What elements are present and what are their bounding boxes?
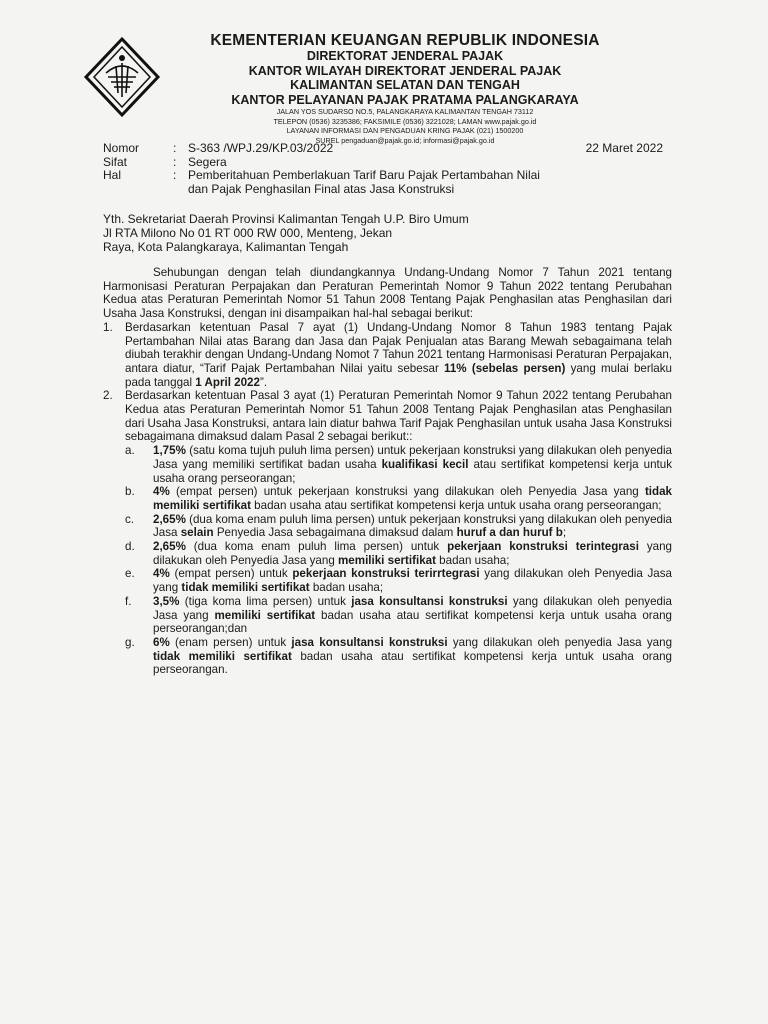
sub-point-e: e. 4% (empat persen) untuk pekerjaan konstruksi terirrtegrasi yang dilakukan oleh Penyedia Jasa yang tidak memiliki sertifikat badan usaha; xyxy=(125,567,673,595)
point-1: 1. Berdasarkan ketentuan Pasal 7 ayat (1) Undang-Undang Nomor 8 Tahun 1983 tentang Pajak Pertambahan Nilai atas Barang dan Jasa dan Pajak Penjualan atas Barang Mewah sebagaimana telah diubah terakhir dengan Undang-Undang Nomot 7 Tahun 2021 tentang Harmonisasi Peraturan Perpajakan, antara diatur, “Tarif Pajak Pertambahan Nilai yaitu sebesar 11% (sebelas persen) yang mulai berlaku pada tanggal 1 April 2022”. xyxy=(103,320,672,389)
letter-date: 22 Maret 2022 xyxy=(585,141,663,155)
sub-point-d: d. 2,65% (dua koma enam puluh lima persen) untuk pekerjaan konstruksi terintegrasi yang dilakukan oleh Penyedia Jasa yang memiliki sertifikat badan usaha; xyxy=(125,540,672,567)
letterhead-address: JALAN YOS SUDARSO NO.5, PALANGKARAYA KALIMANTAN TENGAH 73112 xyxy=(276,107,534,116)
meta-nomor: Nomor : S-363 /WPJ.29/KP.03/2022 xyxy=(103,142,683,156)
addressee: Yth. Sekretariat Daerah Provinsi Kalimantan Tengah U.P. Biro Umum Jl RTA Milono No 01 RT 000 RW 000, Menteng, Jekan Raya, Kota Palangkaraya, Kalimantan Tengah xyxy=(103,212,469,254)
letterhead-ministry: KEMENTERIAN KEUANGAN REPUBLIK INDONESIA xyxy=(210,32,600,49)
point-2: 2. Berdasarkan ketentuan Pasal 3 ayat (1) Peraturan Pemerintah Nomor 9 Tahun 2022 tentang Perubahan Kedua atas Peraturan Pemerintah Nomor 51 Tahun 2008 Tentang Pajak Penghasilan atas Penghasilan dari Usaha Jasa Konstruksi, antara lain diatur bahwa Tarif Pajak Penghasilan untuk usaha Jasa Konstruksi sebagaimana dimaksud dalam Pasal 2 sebagai berikut:: xyxy=(103,389,672,444)
letter-number: S-363 /WPJ.29/KP.03/2022 xyxy=(188,141,334,155)
letter-subject: Pemberitahuan Pemberlakuan Tarif Baru Pajak Pertambahan Nilai dan Pajak Penghasilan Final atas Jasa Konstruksi xyxy=(188,168,540,196)
letterhead-phone: TELEPON (0536) 3235386; FAKSIMILE (0536) 3221028; LAMAN www.pajak.go.id xyxy=(273,116,537,126)
letterhead xyxy=(170,32,640,145)
kemenkeu-logo-icon xyxy=(78,33,166,121)
letterhead-tax-office: KANTOR PELAYANAN PAJAK PRATAMA PALANGKARAYA xyxy=(231,92,579,107)
sub-point-a: a. 1,75% (satu koma tujuh puluh lima persen) untuk pekerjaan konstruksi yang dilakukan oleh penyedia Jasa yang memiliki sertifikat badan usaha kualifikasi kecil atau sertifikat kompetensi kerja untuk usaha orang perseorangan; xyxy=(125,444,672,485)
letterhead-email: SUREL pengaduan@pajak.go.id; informasi@pajak.go.id xyxy=(315,135,495,145)
sub-point-c: c. 2,65% (dua koma enam puluh lima persen) untuk pekerjaan konstruksi yang dilakukan oleh penyedia Jasa selain Penyedia Jasa sebagaimana dimaksud dalam huruf a dan huruf b; xyxy=(125,512,672,540)
sub-point-g: g. 6% (enam persen) untuk jasa konsultansi konstruksi yang dilakukan oleh penyedia Jasa yang tidak memiliki sertifikat badan usaha atau sertifikat kompetensi kerja untuk usaha orang perseorangan. xyxy=(125,635,673,677)
letterhead-region: KALIMANTAN SELATAN DAN TENGAH xyxy=(290,78,520,92)
letter-body xyxy=(103,266,672,677)
meta-sifat: Sifat : Segera xyxy=(103,156,683,170)
intro-paragraph: Sehubungan dengan telah diundangkannya Undang-Undang Nomor 7 Tahun 2021 tentang Harmonisasi Peraturan Perpajakan dan Peraturan Pemerintah Nomor 9 Tahun 2022 tentang Perubahan Kedua atas Peraturan Pemerintah Nomor 51 Tahun 2008 Tentang Pajak Penghasilan atas Penghasilan dari Usaha Jasa Konstruksi, dengan ini disampaikan hal-hal sebagai berikut: xyxy=(103,266,672,321)
sub-point-b: b. 4% (empat persen) untuk pekerjaan konstruksi yang dilakukan oleh Penyedia Jasa yang tidak memiliki sertifikat badan usaha atau sertifikat kompetensi kerja untuk usaha orang perseorangan; xyxy=(125,485,672,512)
letterhead-regional-office: KANTOR WILAYAH DIREKTORAT JENDERAL PAJAK xyxy=(248,63,562,78)
meta-hal: Hal : Pemberitahuan Pemberlakuan Tarif Baru Pajak Pertambahan Nilai dan Pajak Penghasilan Final atas Jasa Konstruksi xyxy=(103,169,683,196)
letter-urgency: Segera xyxy=(188,154,227,169)
letterhead-service: LAYANAN INFORMASI DAN PENGADUAN KRING PAJAK (021) 1500200 xyxy=(286,126,524,136)
letter-meta xyxy=(103,142,683,196)
sub-point-f: f. 3,5% (tiga koma lima persen) untuk jasa konsultansi konstruksi yang dilakukan oleh penyedia Jasa yang memiliki sertifikat badan usaha atau sertifikat kompetensi kerja untuk usaha orang perseorangan;dan xyxy=(125,594,673,636)
letterhead-directorate: DIREKTORAT JENDERAL PAJAK xyxy=(306,49,504,63)
